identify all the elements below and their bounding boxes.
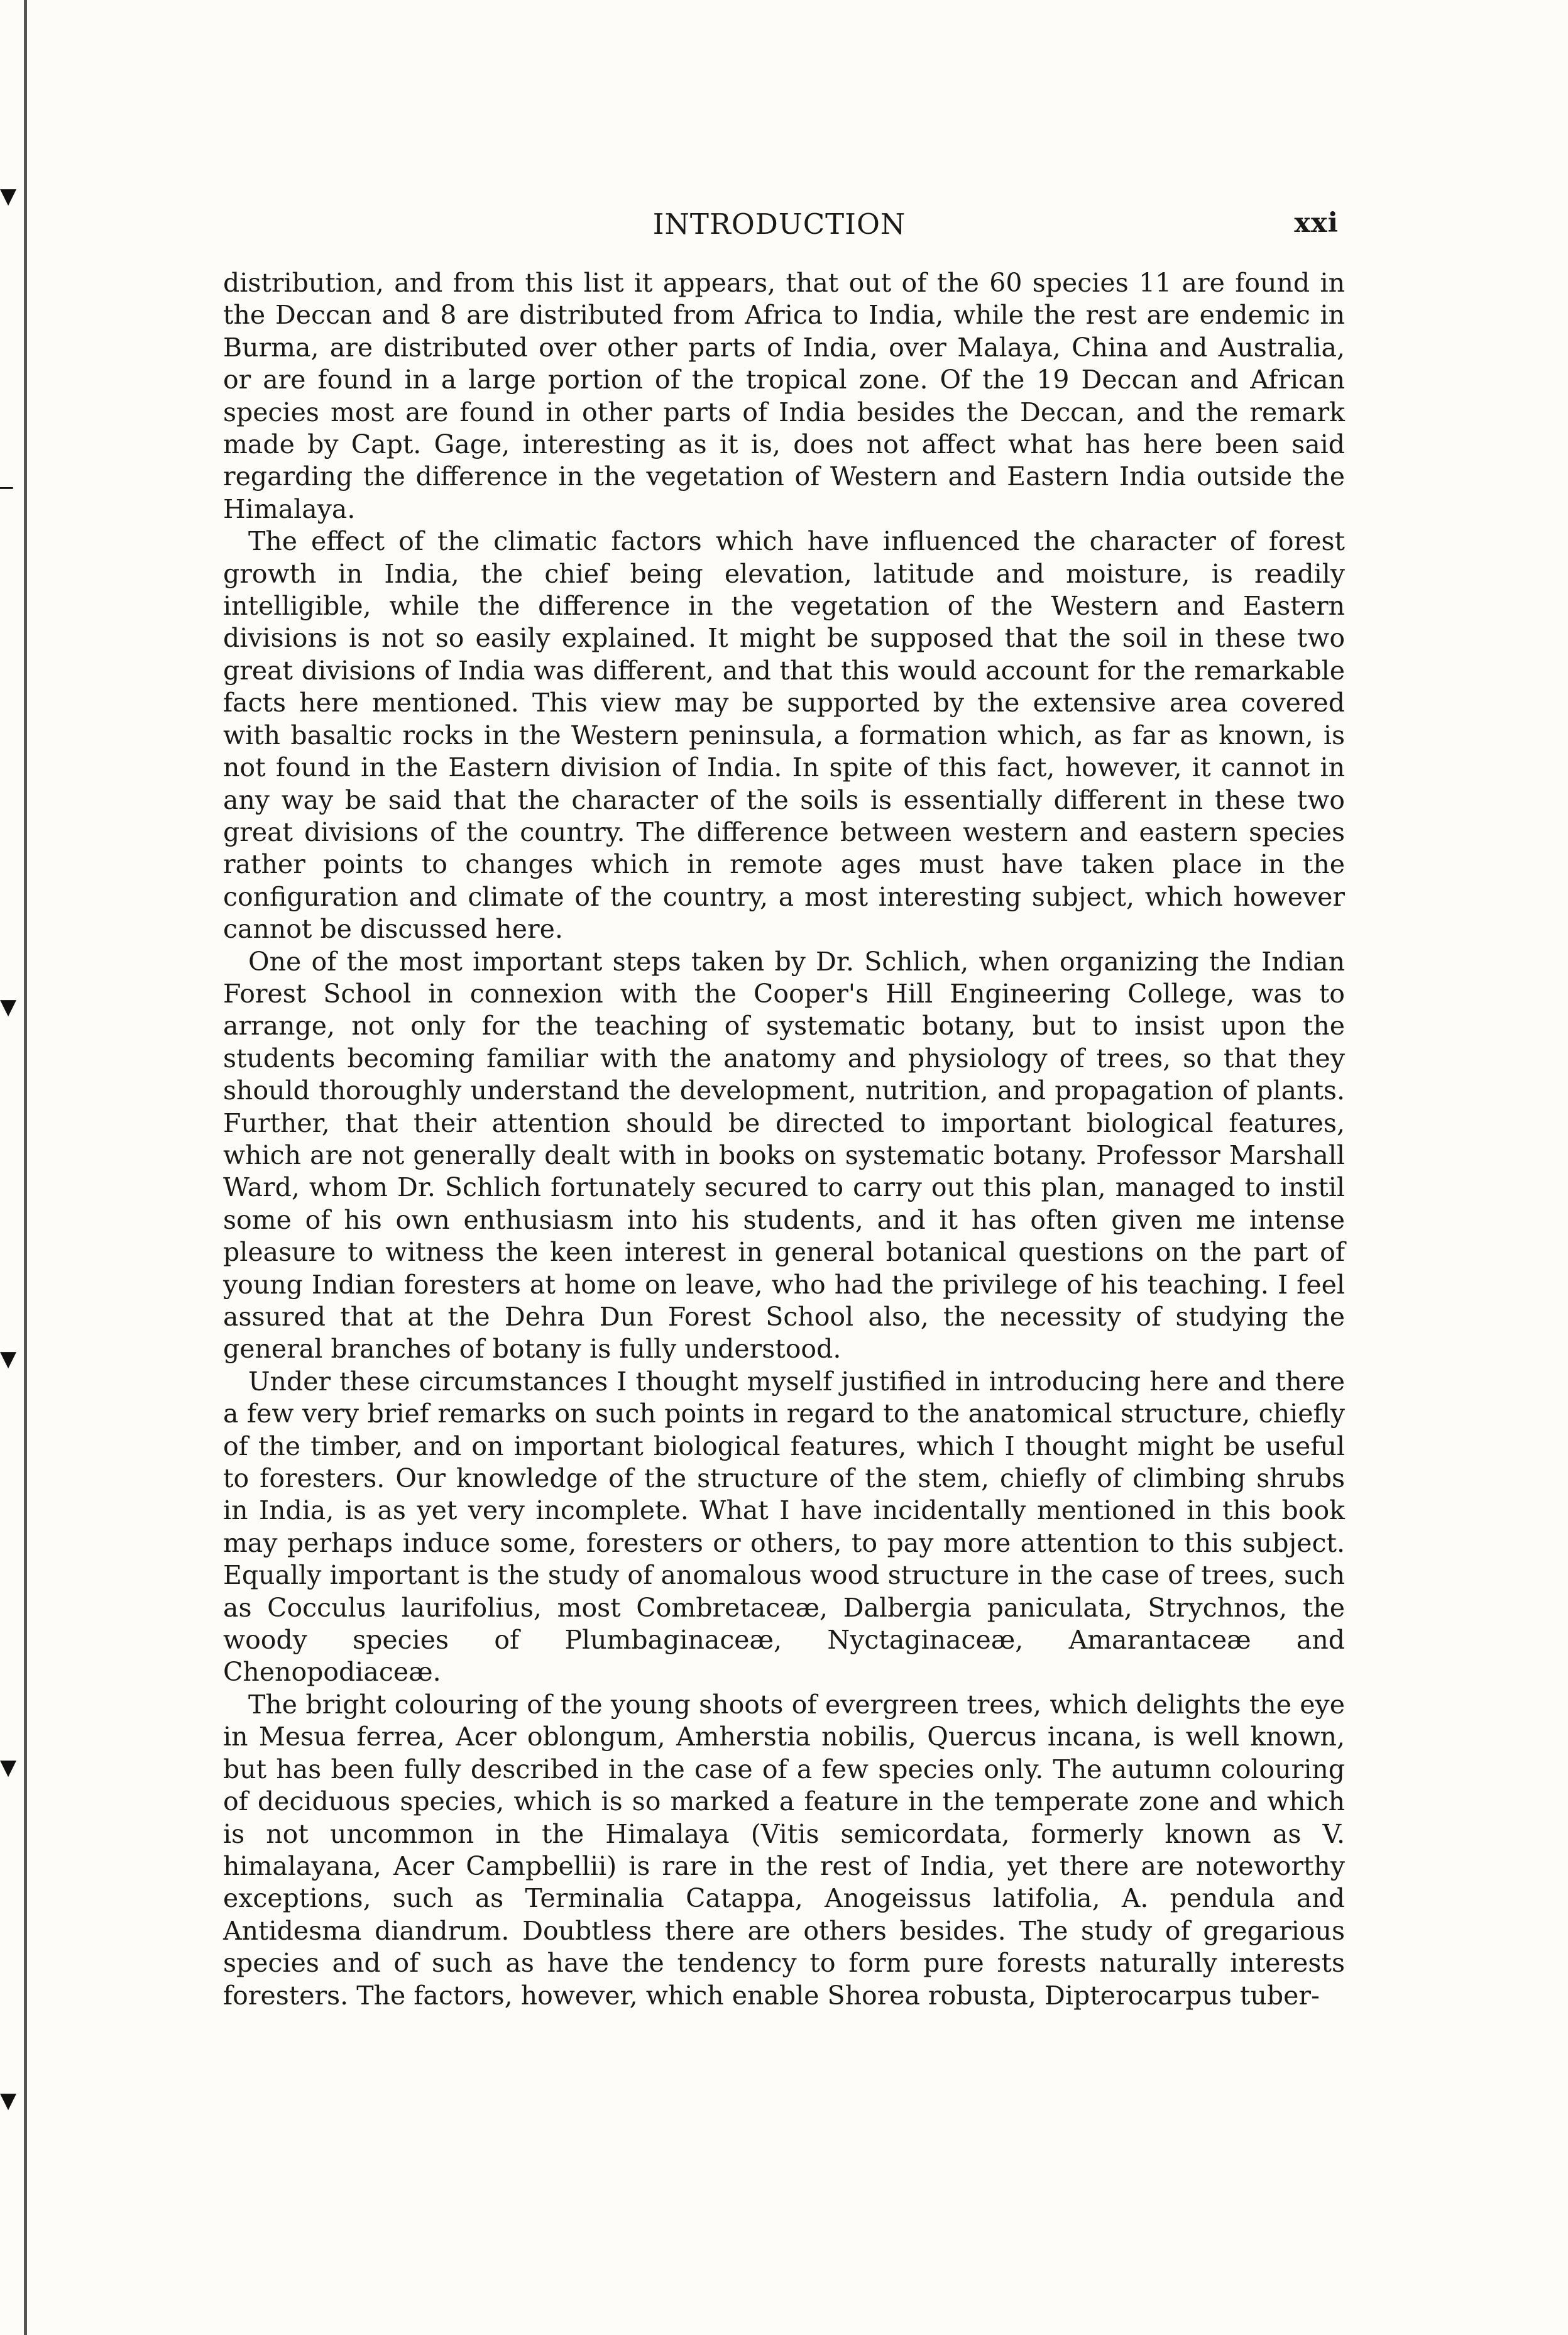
paragraph: The effect of the climatic factors which have influenced the character of forest growth in India, the chief being elevation, latitude and moisture, is readily intelligible, while the difference in the vegetation of the Western and Eastern divisions is not so easily explained. It might be supposed that the soil in these two great divisions of India was different, and that this would account for the remarkable facts here mentioned. This view may be supported by the extensive area covered with basaltic rocks in the Western peninsula, a formation which, as far as known, is not found in the Eastern division of India. In spite of this fact, however, it cannot in any way be said that the character of the soils is essentially different in these two great divisions of the country. The difference between western and eastern species rather points to changes which in remote ages must have taken place in the configuration and climate of the country, a most interesting subject, which however cannot be discussed here. xyxy=(223,526,1345,945)
binding-thread-mark: ▼ xyxy=(0,1346,17,1371)
binding-thread-mark: ▼ xyxy=(0,2088,17,2113)
binding-thread-mark: ▼ xyxy=(0,184,17,209)
paragraph: Under these circumstances I thought myself justified in introducing here and there a few very brief remarks on such points in regard to the anatomical structure, chiefly of the timber, and on important biological features, which I thought might be useful to foresters. Our knowledge of the structure of the stem, chiefly of climbing shrubs in India, is as yet very incomplete. What I have incidentally mentioned in this book may perhaps induce some, foresters or others, to pay more attention to this subject. Equally important is the study of anomalous wood structure in the case of trees, such as Cocculus laurifolius, most Combretaceæ, Dalbergia paniculata, Strychnos, the woody species of Plumbaginaceæ, Nyctaginaceæ, Amarantaceæ and Chenopodiaceæ. xyxy=(223,1366,1345,1688)
running-head xyxy=(220,207,1339,251)
page-title: INTRODUCTION xyxy=(652,207,906,241)
binding-thread-mark: ─ xyxy=(0,476,13,501)
paragraph: The bright colouring of the young shoots of evergreen trees, which delights the eye in Mesua ferrea, Acer oblongum, Amherstia nobilis, Quercus incana, is well known, but has been fully described in the case of a few species only. The autumn colouring of deciduous species, which is so marked a feature in the temperate zone and which is not uncommon in the Himalaya (Vitis semicordata, formerly known as V. himalayana, Acer Campbellii) is rare in the rest of India, yet there are noteworthy exceptions, such as Terminalia Catappa, Anogeissus latifolia, A. pendula and Antidesma diandrum. Doubtless there are others besides. The study of gregarious species and of such as have the tendency to form pure forests naturally interests foresters. The factors, however, which enable Shorea robusta, Dipterocarpus tuber- xyxy=(223,1689,1345,2011)
paragraph: distribution, and from this list it appears, that out of the 60 species 11 are found in the Deccan and 8 are distributed from Africa to India, while the rest are endemic in Burma, are distributed over other parts of India, over Malaya, China and Australia, or are found in a large portion of the tropical zone. Of the 19 Deccan and African species most are found in other parts of India besides the Deccan, and the remark made by Capt. Gage, interesting as it is, does not affect what has here been said regarding the difference in the vegetation of Western and Eastern India outside the Himalaya. xyxy=(223,268,1345,524)
page-number: xxi xyxy=(1294,207,1339,239)
paragraph: One of the most important steps taken by Dr. Schlich, when organizing the Indian Forest School in connexion with the Cooper's Hill Engineering College, was to arrange, not only for the teaching of systematic botany, but to insist upon the students becoming familiar with the anatomy and physiology of trees, so that they should thoroughly understand the development, nutrition, and propagation of plants. Further, that their attention should be directed to important biological features, which are not generally dealt with in books on systematic botany. Professor Marshall Ward, whom Dr. Schlich fortunately secured to carry out this plan, managed to instil some of his own enthusiasm into his students, and it has often given me intense pleasure to witness the keen interest in general botanical questions on the part of young Indian foresters at home on leave, who had the privilege of his teaching. I feel assured that at the Dehra Dun Forest School also, the necessity of studying the general branches of botany is fully understood. xyxy=(223,946,1345,1365)
binding-thread-mark: ▼ xyxy=(0,1755,17,1780)
body-text xyxy=(223,267,1345,2012)
binding-edge xyxy=(24,0,27,2335)
binding-thread-mark: ▼ xyxy=(0,994,17,1019)
